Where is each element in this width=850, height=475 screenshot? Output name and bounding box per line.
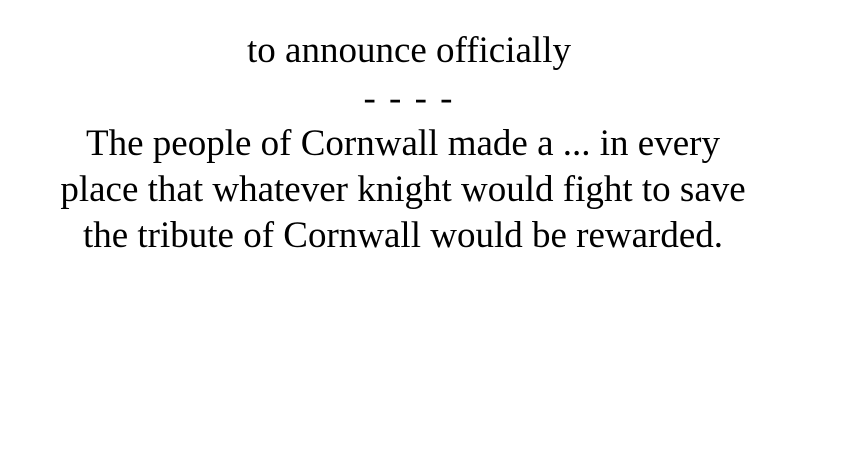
sentence-line: The people of Cornwall made a ... in every <box>86 123 720 164</box>
separator-dashes: - - - - <box>363 78 455 119</box>
sentence-line: the tribute of Cornwall would be rewarded. <box>82 215 724 256</box>
sentence-line: place that whatever knight would fight to save <box>60 169 746 210</box>
definition-text: to announce officially <box>247 30 571 71</box>
example-sentence <box>0 121 806 259</box>
